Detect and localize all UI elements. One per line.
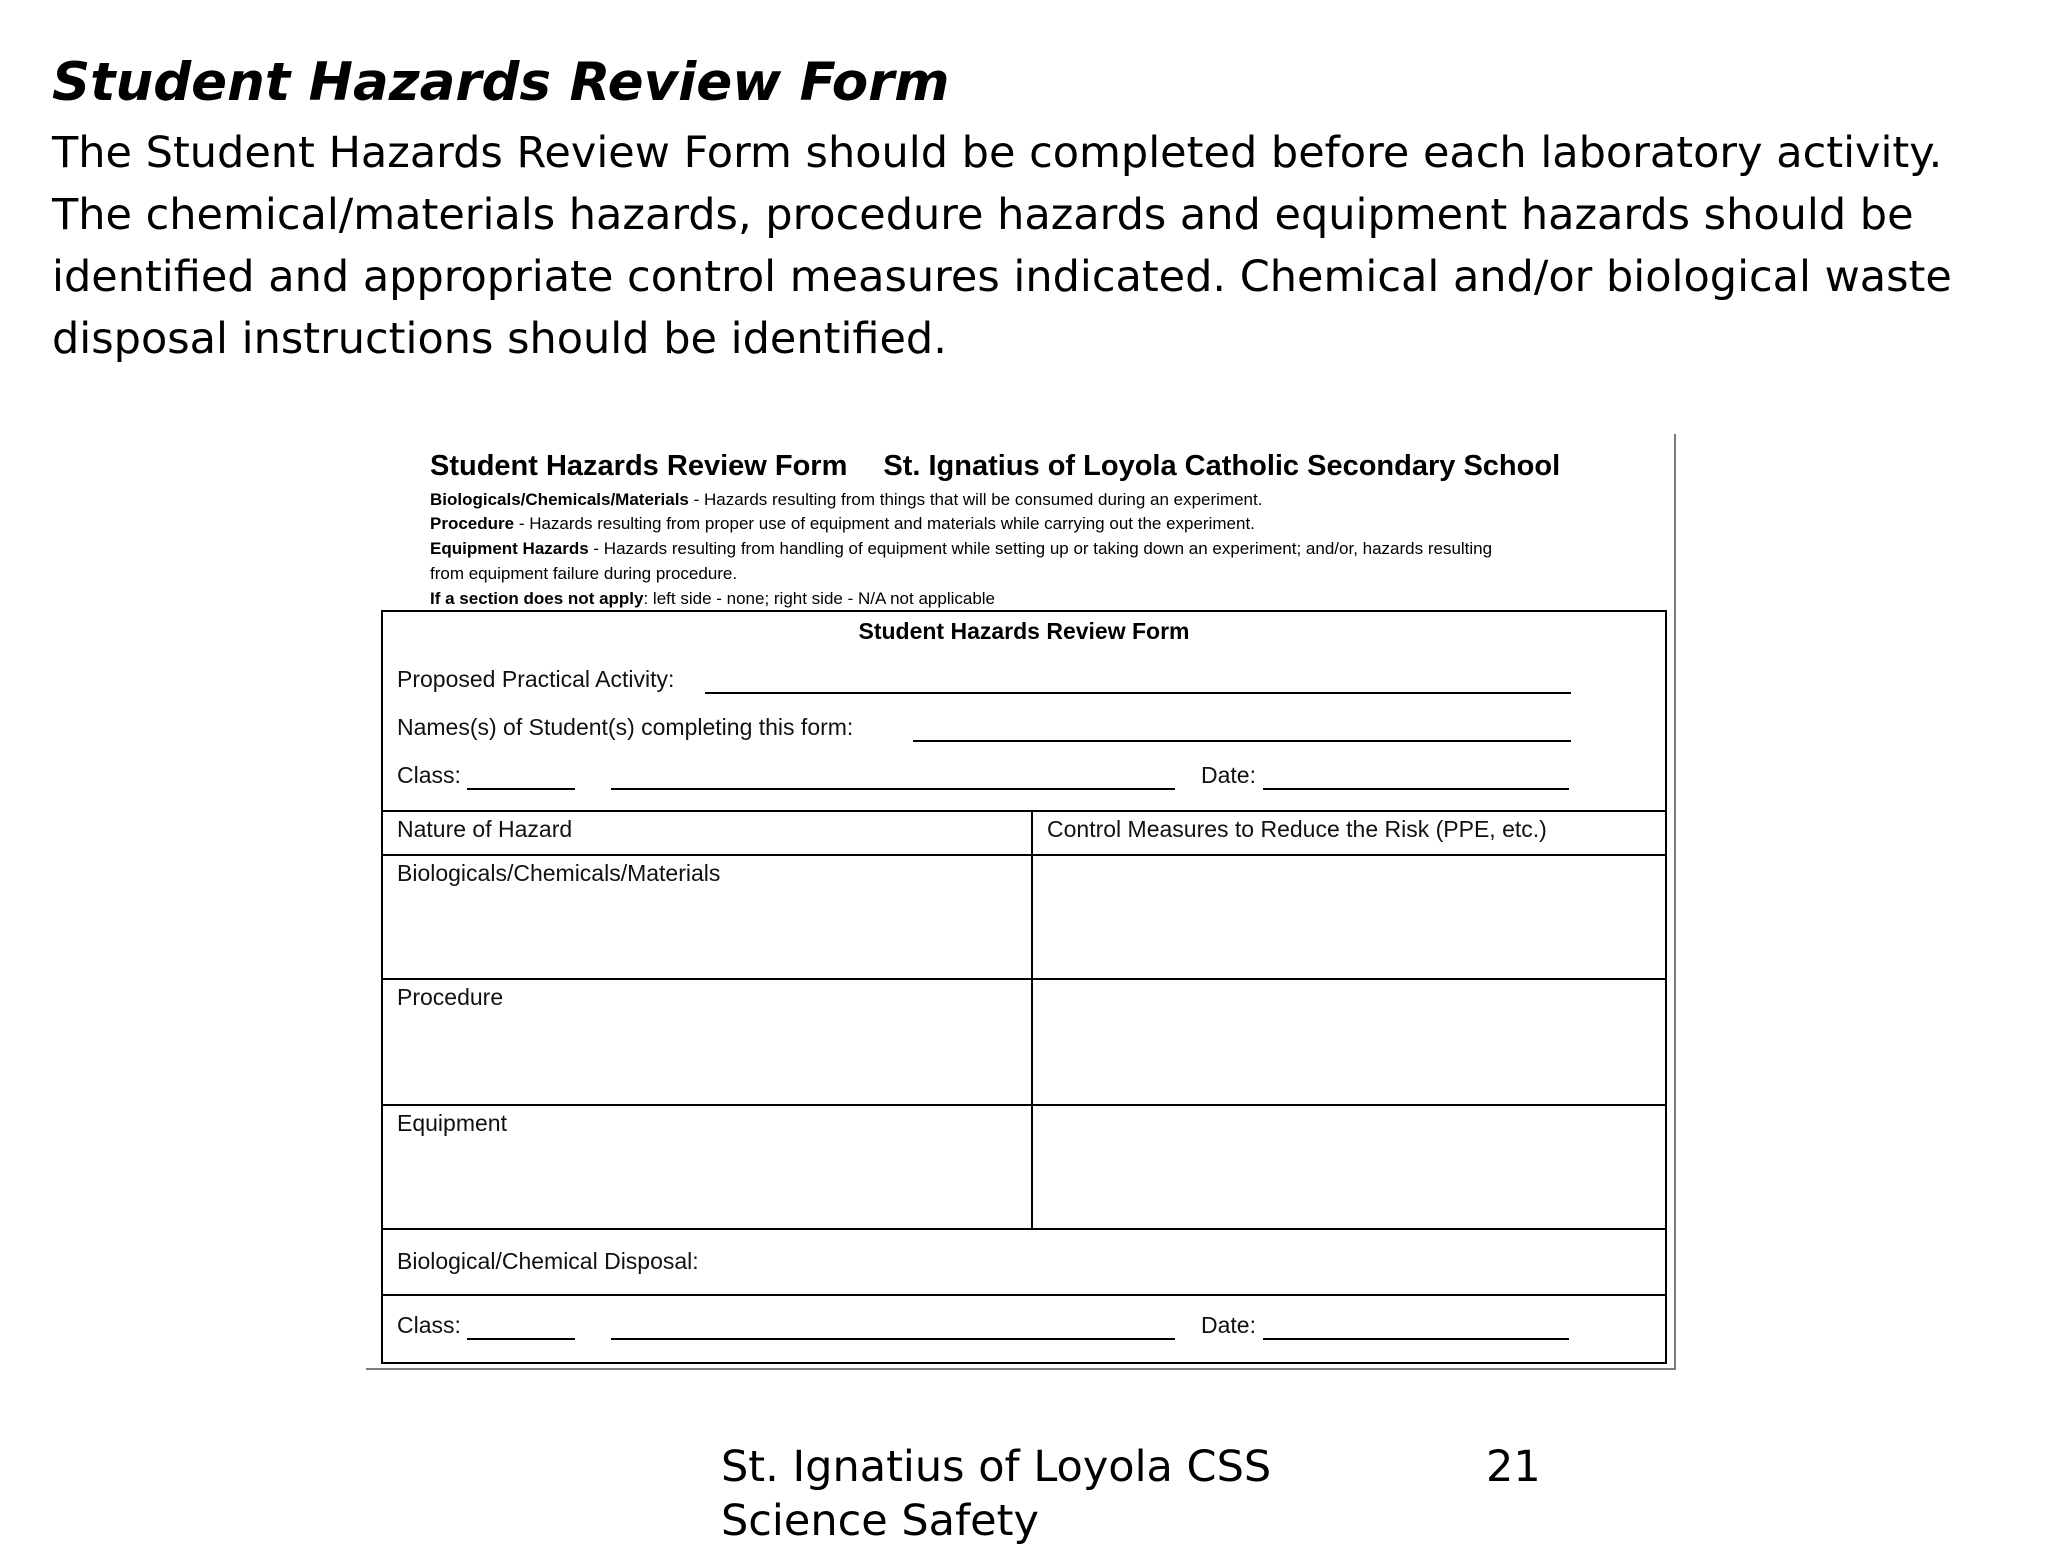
note-text: - Hazards resulting from things that will be consumed during an experiment. (688, 490, 1263, 509)
note-text: from equipment failure during procedure. (430, 564, 738, 583)
table-rule (383, 810, 1665, 812)
body-line: The chemical/materials hazards, procedure hazards and equipment hazards should be (52, 190, 1914, 240)
slide-body (52, 122, 2012, 370)
footer-date-blank (1263, 1338, 1569, 1340)
body-line: The Student Hazards Review Form should be completed before each laboratory activity. (52, 128, 1943, 178)
row-label-procedure: Procedure (397, 984, 504, 1010)
form-heading (430, 450, 1560, 483)
activity-blank (705, 692, 1571, 694)
note-term: Equipment Hazards (430, 539, 589, 558)
footer-date-label: Date: (1201, 1312, 1256, 1338)
form-note (430, 514, 1255, 534)
footer-source (721, 1440, 1271, 1548)
note-text: - Hazards resulting from handling of equipment while setting up or taking down an experiment; and/or, hazards resulting (588, 539, 1493, 558)
date-label: Date: (1201, 762, 1256, 788)
form-note (430, 564, 737, 584)
column-header-hazard: Nature of Hazard (397, 816, 573, 842)
table-caption: Student Hazards Review Form (858, 618, 1190, 644)
image-edge (366, 1368, 1676, 1370)
footer-signature-blank (611, 1338, 1175, 1340)
students-blank (913, 740, 1571, 742)
class-label: Class: (397, 762, 461, 788)
table-rule (383, 978, 1665, 980)
note-term: Procedure (430, 514, 515, 533)
footer-class-label: Class: (397, 1312, 461, 1338)
disposal-label: Biological/Chemical Disposal: (397, 1248, 699, 1274)
note-term: If a section does not apply (430, 589, 644, 608)
row-label-equipment: Equipment (397, 1110, 507, 1136)
note-term: Biologicals/Chemicals/Materials (430, 490, 689, 509)
form-note (430, 589, 995, 609)
note-text: : left side - none; right side - N/A not applicable (643, 589, 996, 608)
column-divider (1031, 810, 1033, 1230)
class-blank (467, 788, 575, 790)
form-note (430, 539, 1492, 559)
activity-label: Proposed Practical Activity: (397, 666, 675, 692)
students-label: Names(s) of Student(s) completing this form: (397, 714, 854, 740)
image-edge (1674, 434, 1676, 1370)
form-school-name: St. Ignatius of Loyola Catholic Secondary School (883, 450, 1561, 482)
signature-blank (611, 788, 1175, 790)
form-image (366, 432, 1678, 1372)
note-text: - Hazards resulting from proper use of equipment and materials while carrying out the experiment. (514, 514, 1255, 533)
footer-line: St. Ignatius of Loyola CSS (721, 1442, 1272, 1492)
slide-title: Student Hazards Review Form (52, 52, 950, 113)
body-line: identified and appropriate control measures indicated. Chemical and/or biological waste (52, 252, 1952, 302)
column-header-control: Control Measures to Reduce the Risk (PPE, etc.) (1047, 816, 1547, 842)
form-note (430, 490, 1262, 510)
table-rule (383, 854, 1665, 856)
table-rule (383, 1294, 1665, 1296)
row-label-biologicals: Biologicals/Chemicals/Materials (397, 860, 721, 886)
footer-class-blank (467, 1338, 575, 1340)
form-heading-title: Student Hazards Review Form (430, 450, 848, 482)
table-rule (383, 1104, 1665, 1106)
table-rule (383, 1228, 1665, 1230)
hazards-table (381, 610, 1667, 1364)
footer-line: Science Safety (721, 1496, 1039, 1546)
date-blank (1263, 788, 1569, 790)
body-line: disposal instructions should be identified. (52, 314, 947, 364)
page-number: 21 (1486, 1442, 1541, 1492)
